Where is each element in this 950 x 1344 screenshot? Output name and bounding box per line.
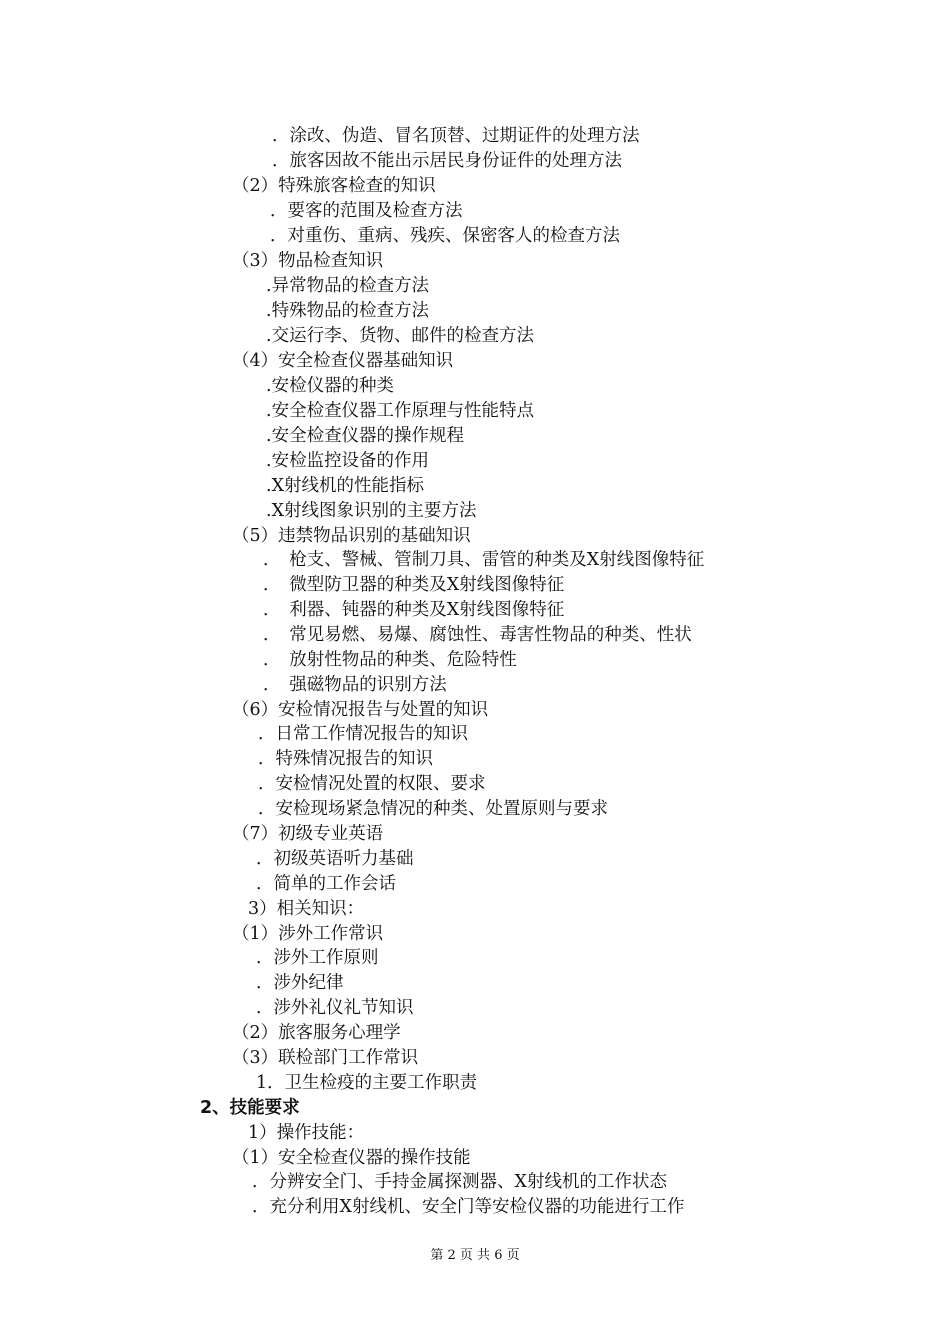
text-line: ．涉外工作原则 [256, 948, 379, 968]
text-line: .X射线机的性能指标 [266, 476, 425, 496]
section-heading: （2）旅客服务心理学 [232, 1023, 401, 1043]
text-line: ．简单的工作会话 [256, 874, 396, 894]
text-line: ．对重伤、重病、残疾、保密客人的检查方法 [270, 226, 620, 246]
section-heading: （5）违禁物品识别的基础知识 [232, 526, 471, 546]
text-line: ．旅客因故不能出示居民身份证件的处理方法 [272, 151, 622, 171]
text-line: .X射线图象识别的主要方法 [266, 501, 477, 521]
text-line: ． 强磁物品的识别方法 [263, 675, 447, 695]
text-line: ．要客的范围及检查方法 [270, 201, 463, 221]
text-line: ．特殊情况报告的知识 [258, 749, 433, 769]
section-heading: （3）物品检查知识 [232, 251, 384, 271]
text-line: 1．卫生检疫的主要工作职责 [256, 1073, 478, 1093]
text-line: ． 放射性物品的种类、危险特性 [263, 650, 517, 670]
text-line: ．分辨安全门、手持金属探测器、X射线机的工作状态 [252, 1172, 667, 1192]
text-line: ．涂改、伪造、冒名顶替、过期证件的处理方法 [272, 126, 640, 146]
text-line: ． 枪支、警械、管制刀具、雷管的种类及X射线图像特征 [263, 550, 705, 570]
page-footer: 第 2 页 共 6 页 [430, 1248, 520, 1263]
text-line: ． 微型防卫器的种类及X射线图像特征 [263, 575, 565, 595]
text-line: ．日常工作情况报告的知识 [258, 724, 468, 744]
text-line: .交运行李、货物、邮件的检查方法 [266, 326, 535, 346]
section-heading: （7）初级专业英语 [232, 824, 384, 844]
text-line: .安检仪器的种类 [266, 376, 395, 396]
text-line: .安全检查仪器工作原理与性能特点 [266, 401, 535, 421]
text-line: ．安检现场紧急情况的种类、处置原则与要求 [258, 799, 608, 819]
section-heading: 1）操作技能： [248, 1123, 365, 1143]
text-line: ．初级英语听力基础 [256, 849, 414, 869]
text-line: ．安检情况处置的权限、要求 [258, 774, 486, 794]
section-heading: （4）安全检查仪器基础知识 [232, 351, 454, 371]
text-line: .安检监控设备的作用 [266, 451, 430, 471]
text-line: ．涉外礼仪礼节知识 [256, 998, 414, 1018]
section-heading: （2）特殊旅客检查的知识 [232, 176, 436, 196]
text-line: .异常物品的检查方法 [266, 276, 430, 296]
text-line: .安全检查仪器的操作规程 [266, 426, 465, 446]
text-line: ． 常见易燃、易爆、腐蚀性、毒害性物品的种类、性状 [263, 625, 692, 645]
section-heading: （1）涉外工作常识 [232, 924, 384, 944]
section-heading: 3）相关知识： [248, 899, 365, 919]
text-line: ． 利器、钝器的种类及X射线图像特征 [263, 600, 565, 620]
section-heading: （6）安检情况报告与处置的知识 [232, 700, 489, 720]
text-line: ．充分利用X射线机、安全门等安检仪器的功能进行工作 [252, 1197, 685, 1217]
text-line: ．涉外纪律 [256, 973, 344, 993]
section-heading: （1）安全检查仪器的操作技能 [232, 1148, 471, 1168]
text-line: .特殊物品的检查方法 [266, 301, 430, 321]
section-title: 2、技能要求 [200, 1098, 300, 1118]
section-heading: （3）联检部门工作常识 [232, 1048, 419, 1068]
